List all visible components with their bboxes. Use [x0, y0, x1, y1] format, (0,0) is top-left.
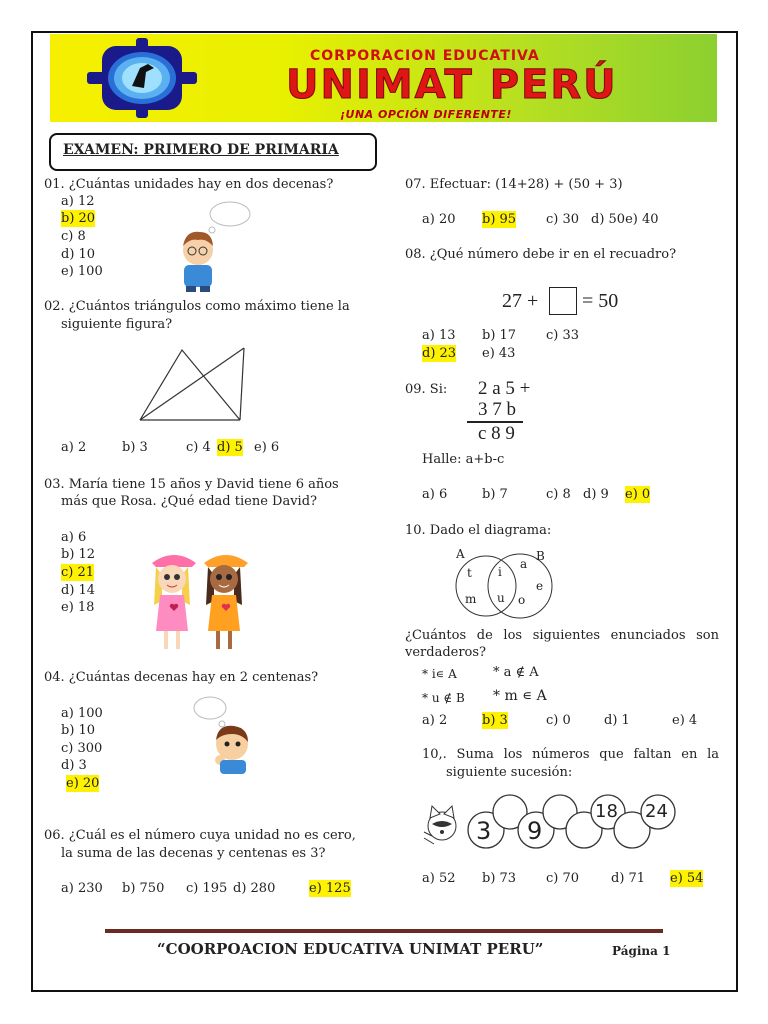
q02-option-c: c) 4: [186, 440, 211, 455]
q07-option-b: b) 95: [482, 212, 517, 227]
q10-statement-3: * u ∉ B: [422, 691, 465, 705]
q08-equation-right: = 50: [582, 290, 619, 312]
q10-statement-2: * a ∉ A: [493, 665, 539, 680]
footer-divider: [105, 929, 663, 933]
q10b-option-a: a) 52: [422, 871, 456, 886]
q07-option-a: a) 20: [422, 212, 456, 227]
header-title: UNIMAT PERÚ: [286, 62, 618, 108]
q02-line1: 02. ¿Cuántos triángulos como máximo tiene la: [44, 299, 350, 314]
q03-option-a: a) 6: [61, 530, 87, 545]
q10-option-d: d) 1: [604, 713, 630, 728]
q08-option-a: a) 13: [422, 328, 456, 343]
q03-line2: más que Rosa. ¿Qué edad tiene David?: [61, 494, 317, 509]
q10-statement-1: * i∊ A: [422, 667, 457, 681]
exam-title: EXAMEN: PRIMERO DE PRIMARIA: [63, 142, 339, 158]
q06-option-b: b) 750: [122, 881, 165, 896]
q09-option-a: a) 6: [422, 487, 448, 502]
q01-option-c: c) 8: [61, 229, 86, 244]
q09-option-d: d) 9: [583, 487, 609, 502]
venn-elem-a: a: [520, 557, 528, 571]
q06-line1: 06. ¿Cuál es el número cuya unidad no es cero,: [44, 828, 356, 843]
venn-elem-u: u: [497, 591, 505, 605]
q10b-option-e: e) 54: [670, 871, 704, 886]
q02-option-d: d) 5: [217, 440, 243, 455]
header-slogan: ¡UNA OPCIÓN DIFERENTE!: [340, 108, 512, 121]
q08-equation-left: 27 +: [502, 290, 539, 312]
q01-text: 01. ¿Cuántas unidades hay en dos decenas?: [44, 177, 334, 192]
q04-option-a: a) 100: [61, 706, 103, 721]
exam-title-box: [49, 133, 377, 171]
q10-question-line1: ¿Cuántos de los siguientes enunciados son: [405, 628, 719, 643]
q09-option-e: e) 0: [625, 487, 651, 502]
q08-option-b: b) 17: [482, 328, 517, 343]
venn-label-b: B: [536, 549, 545, 563]
q09-row3: c 8 9: [478, 423, 515, 444]
q06-option-e: e) 125: [309, 881, 351, 896]
q02-option-e: e) 6: [254, 440, 280, 455]
q06-option-d: d) 280: [233, 881, 276, 896]
thinking-child-icon: [192, 694, 254, 774]
q10b-option-d: d) 71: [611, 871, 646, 886]
q03-option-e: e) 18: [61, 600, 95, 615]
sequence-number-3: 18: [595, 801, 618, 822]
q10-question-line2: verdaderos?: [405, 645, 487, 660]
q09-label: 09. Si:: [405, 382, 448, 397]
q07-text: 07. Efectuar: (14+28) + (50 + 3): [405, 177, 623, 192]
q10-statement-4: * m ∊ A: [493, 688, 547, 704]
footer-text: “COORPOACION EDUCATIVA UNIMAT PERU”: [157, 940, 544, 958]
q04-text: 04. ¿Cuántas decenas hay en 2 centenas?: [44, 670, 319, 685]
header-subtitle: CORPORACION EDUCATIVA: [310, 48, 540, 64]
q07-option-de: d) 50e) 40: [591, 212, 659, 227]
q10b-option-b: b) 73: [482, 871, 517, 886]
q01-option-d: d) 10: [61, 247, 96, 262]
header-banner: [50, 34, 717, 122]
q09-row1: 2 a 5 +: [478, 378, 531, 399]
two-girls-icon: [148, 545, 254, 655]
q03-option-d: d) 14: [61, 583, 96, 598]
venn-elem-i: i: [498, 565, 502, 579]
venn-elem-t: t: [467, 566, 472, 580]
q09-halle: Halle: a+b-c: [422, 452, 505, 467]
q10b-line2: siguiente sucesión:: [446, 765, 573, 780]
sequence-number-1: 3: [476, 817, 492, 845]
q08-answer-box: [549, 287, 577, 315]
q08-option-c: c) 33: [546, 328, 580, 343]
q07-option-c: c) 30: [546, 212, 580, 227]
venn-elem-o: o: [518, 593, 526, 607]
q08-option-d: d) 23: [422, 346, 457, 361]
q10b-option-c: c) 70: [546, 871, 580, 886]
venn-elem-e: e: [536, 579, 544, 593]
q02-option-a: a) 2: [61, 440, 87, 455]
q03-line1: 03. María tiene 15 años y David tiene 6 años: [44, 477, 339, 492]
q01-option-a: a) 12: [61, 194, 95, 209]
gear-logo-icon: [82, 38, 202, 118]
q04-option-d: d) 3: [61, 758, 87, 773]
page-number: Página 1: [612, 944, 671, 958]
q09-option-c: c) 8: [546, 487, 571, 502]
q04-option-e: e) 20: [66, 776, 100, 791]
q10-option-a: a) 2: [422, 713, 448, 728]
q04-option-c: c) 300: [61, 741, 103, 756]
q04-option-b: b) 10: [61, 723, 96, 738]
q10-option-e: e) 4: [672, 713, 698, 728]
q03-option-c: c) 21: [61, 565, 95, 580]
venn-label-a: A: [456, 547, 465, 561]
venn-elem-m: m: [465, 592, 477, 606]
q01-option-b: b) 20: [61, 211, 96, 226]
q02-option-b: b) 3: [122, 440, 148, 455]
q10-text: 10. Dado el diagrama:: [405, 523, 552, 538]
q06-option-c: c) 195: [186, 881, 228, 896]
q02-line2: siguiente figura?: [61, 317, 173, 332]
q03-option-b: b) 12: [61, 547, 96, 562]
q08-option-e: e) 43: [482, 346, 516, 361]
thinking-boy-icon: [172, 198, 252, 292]
q10-option-c: c) 0: [546, 713, 571, 728]
q09-option-b: b) 7: [482, 487, 508, 502]
sequence-number-2: 9: [527, 817, 543, 845]
raccoon-icon: [424, 806, 456, 844]
q01-option-e: e) 100: [61, 264, 103, 279]
sequence-number-4: 24: [645, 801, 668, 822]
triangles-figure: [136, 346, 248, 424]
q06-option-a: a) 230: [61, 881, 103, 896]
q10-option-b: b) 3: [482, 713, 508, 728]
q10b-line1: 10,. Suma los números que faltan en la: [422, 747, 719, 762]
q08-text: 08. ¿Qué número debe ir en el recuadro?: [405, 247, 677, 262]
q09-row2: 3 7 b: [478, 399, 516, 420]
q06-line2: la suma de las decenas y centenas es 3?: [61, 846, 326, 861]
